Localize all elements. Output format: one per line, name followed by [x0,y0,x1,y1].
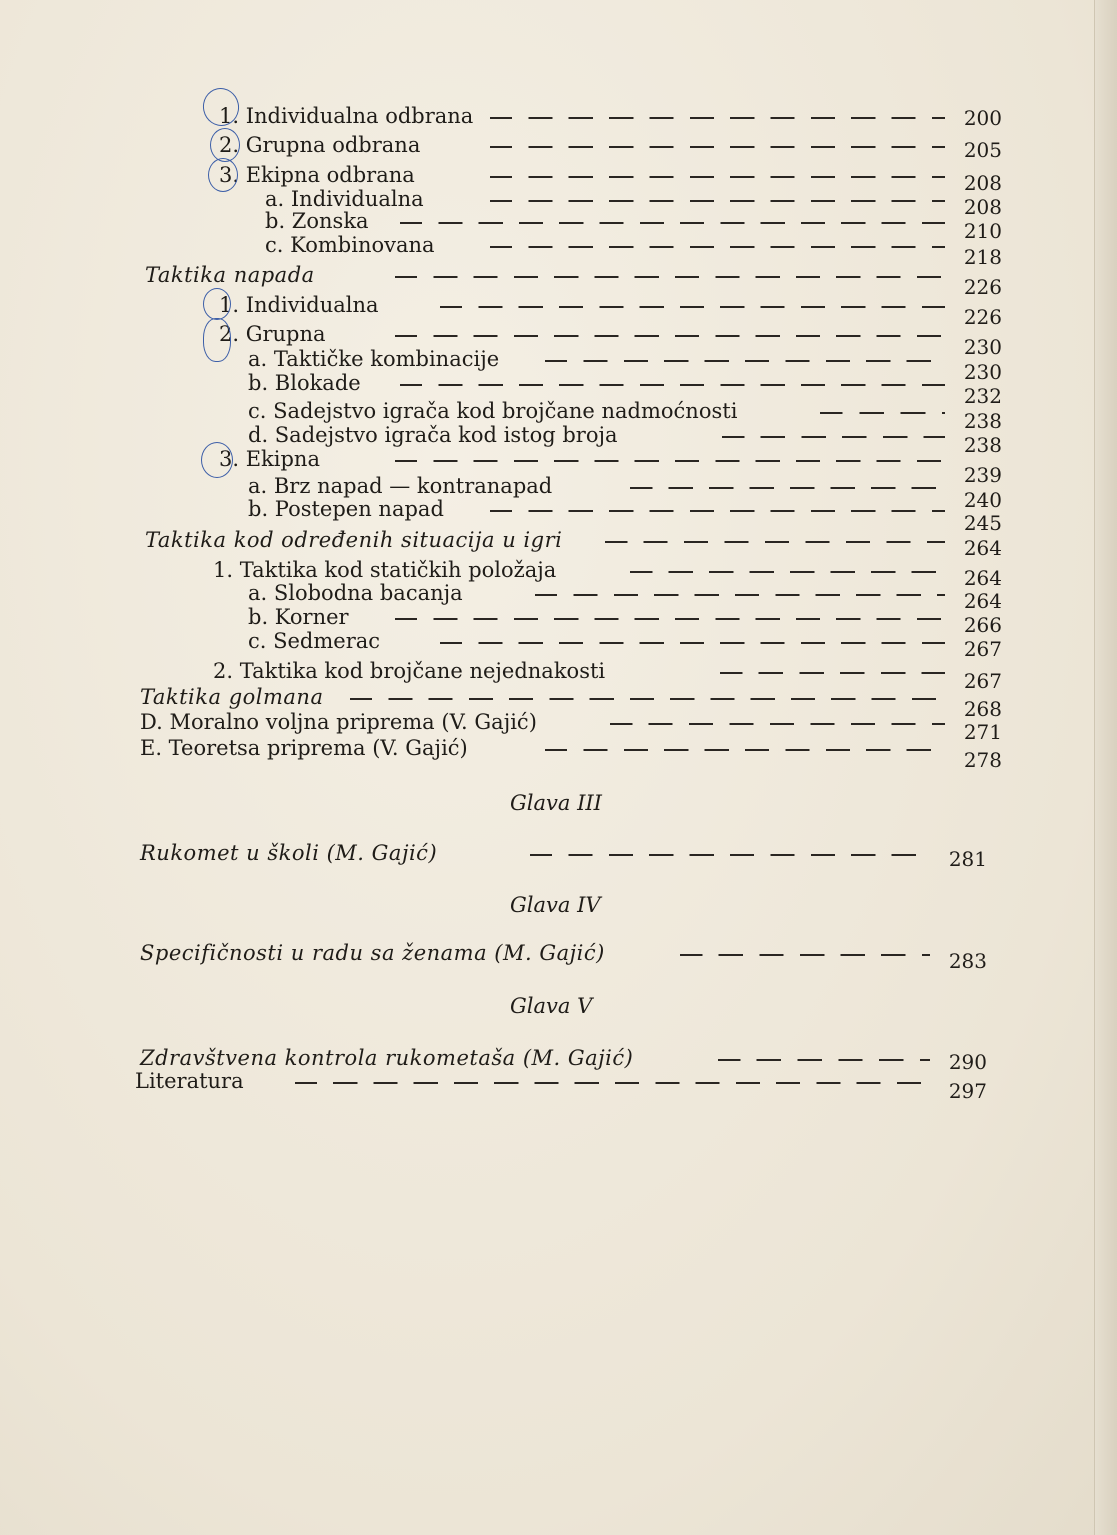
entry-page: 266 [963,613,1002,637]
entry-page: 240 [963,488,1002,512]
entry-title: 2. Grupna odbrana [219,133,421,157]
pen-circle-mark [201,442,233,478]
toc-entry [0,130,1117,160]
toc-entry [0,290,1117,329]
chapter-entry [0,838,1117,871]
entry-title: a. Brz napad — kontranapad [248,474,553,498]
entry-title: c. Kombinovana [265,233,435,257]
entry-page: 208 [963,195,1002,219]
dash-leader [350,698,945,700]
entry-title: Taktika napada [145,263,315,287]
dash-leader [400,384,945,386]
dash-leader [490,510,945,512]
pen-circle-mark [208,158,238,192]
entry-page: 230 [963,360,1002,384]
dash-leader [630,487,945,489]
dash-leader [535,594,945,596]
entry-title: c. Sedmerac [248,629,381,653]
dash-leader [395,460,945,462]
dash-leader [820,412,945,414]
entry-page: 218 [963,245,1002,269]
entry-page: 264 [963,589,1002,613]
entry-page: 267 [963,669,1002,693]
entry-page: 264 [963,566,1002,590]
dash-leader [680,954,930,956]
entry-title: Taktika golmana [140,685,324,709]
toc-section-heading [0,525,1117,560]
entry-title: Specifičnosti u radu sa ženama (M. Gajić) [140,941,605,965]
dash-leader [440,306,945,308]
entry-page: 297 [948,1079,987,1103]
dash-leader [490,176,945,178]
dash-leader [395,618,945,620]
pen-circle-mark [203,288,231,320]
entry-page: 238 [963,433,1002,457]
chapter-heading: Glava III [510,791,602,815]
entry-page: 200 [963,106,1002,130]
entry-title: a. Taktičke kombinacije [248,347,500,371]
pen-circle-mark [203,318,231,362]
dash-leader [722,436,945,438]
toc-entry [0,494,1117,535]
dash-leader [395,335,945,337]
entry-page: 208 [963,171,1002,195]
entry-title: b. Zonska [265,209,369,233]
entry-page: 264 [963,536,1002,560]
entry-title: b. Korner [248,605,349,629]
dash-leader [490,200,945,202]
entry-title: a. Individualna [265,187,424,211]
entry-page: 290 [948,1050,987,1074]
dash-leader [630,571,945,573]
entry-title: 1. Individualna odbrana [219,104,474,128]
toc-section-heading [0,260,1117,299]
dash-leader [605,541,945,543]
dash-leader [490,146,945,148]
dash-leader [545,749,945,751]
entry-title: b. Postepen napad [248,497,444,521]
entry-title: D. Moralno voljna priprema (V. Gajić) [140,710,537,734]
entry-title: 1. Taktika kod statičkih položaja [213,558,557,582]
entry-page: 230 [963,335,1002,359]
entry-page: 278 [963,748,1002,772]
entry-title: b. Blokade [248,371,361,395]
entry-page: 226 [963,275,1002,299]
entry-page: 245 [963,511,1002,535]
entry-page: 283 [948,949,987,973]
dash-leader [530,854,930,856]
entry-title: 3. Ekipna odbrana [219,163,415,187]
toc-entry [0,368,1117,408]
entry-page: 268 [963,697,1002,721]
toc-entry [0,626,1117,661]
dash-leader [490,246,945,248]
chapter-entry [0,938,1117,973]
pen-circle-mark [210,128,240,162]
entry-page: 281 [948,847,987,871]
entry-title: 2. Taktika kod brojčane nejednakosti [213,659,606,683]
entry-title: 1. Individualna [219,293,379,317]
dash-leader [720,672,945,674]
entry-page: 239 [963,463,1002,487]
dash-leader [440,642,945,644]
entry-title: Literatura [135,1069,244,1093]
entry-title: c. Sadejstvo igrača kod brojčane nadmoćnosti [248,399,738,423]
entry-page: 210 [963,219,1002,243]
chapter-heading: Glava V [510,994,593,1018]
dash-leader [718,1059,930,1061]
entry-page: 267 [963,637,1002,661]
dash-leader [295,1082,935,1084]
chapter-heading: Glava IV [510,893,601,917]
entry-title: 3. Ekipna [219,447,320,471]
entry-title: Rukomet u školi (M. Gajić) [140,841,438,865]
entry-page: 232 [963,384,1002,408]
toc-entry [0,101,1117,131]
entry-title: Taktika kod određenih situacija u igri [145,528,563,552]
entry-page: 205 [963,138,1002,162]
entry-title: a. Slobodna bacanja [248,581,463,605]
entry-page: 226 [963,305,1002,329]
entry-title: 2. Grupna [219,322,326,346]
dash-leader [610,723,945,725]
toc-entry [0,230,1117,269]
literature-entry [0,1066,1117,1103]
entry-title: E. Teoretsa priprema (V. Gajić) [140,736,468,760]
entry-title: d. Sadejstvo igrača kod istog broja [248,423,618,447]
entry-title: Zdravštvena kontrola rukometaša (M. Gajić) [140,1046,634,1070]
entry-page: 271 [963,720,1002,744]
dash-leader [400,222,945,224]
entry-page: 238 [963,409,1002,433]
toc-entry [0,733,1117,772]
dash-leader [545,360,945,362]
dash-leader [490,117,945,119]
dash-leader [395,276,945,278]
